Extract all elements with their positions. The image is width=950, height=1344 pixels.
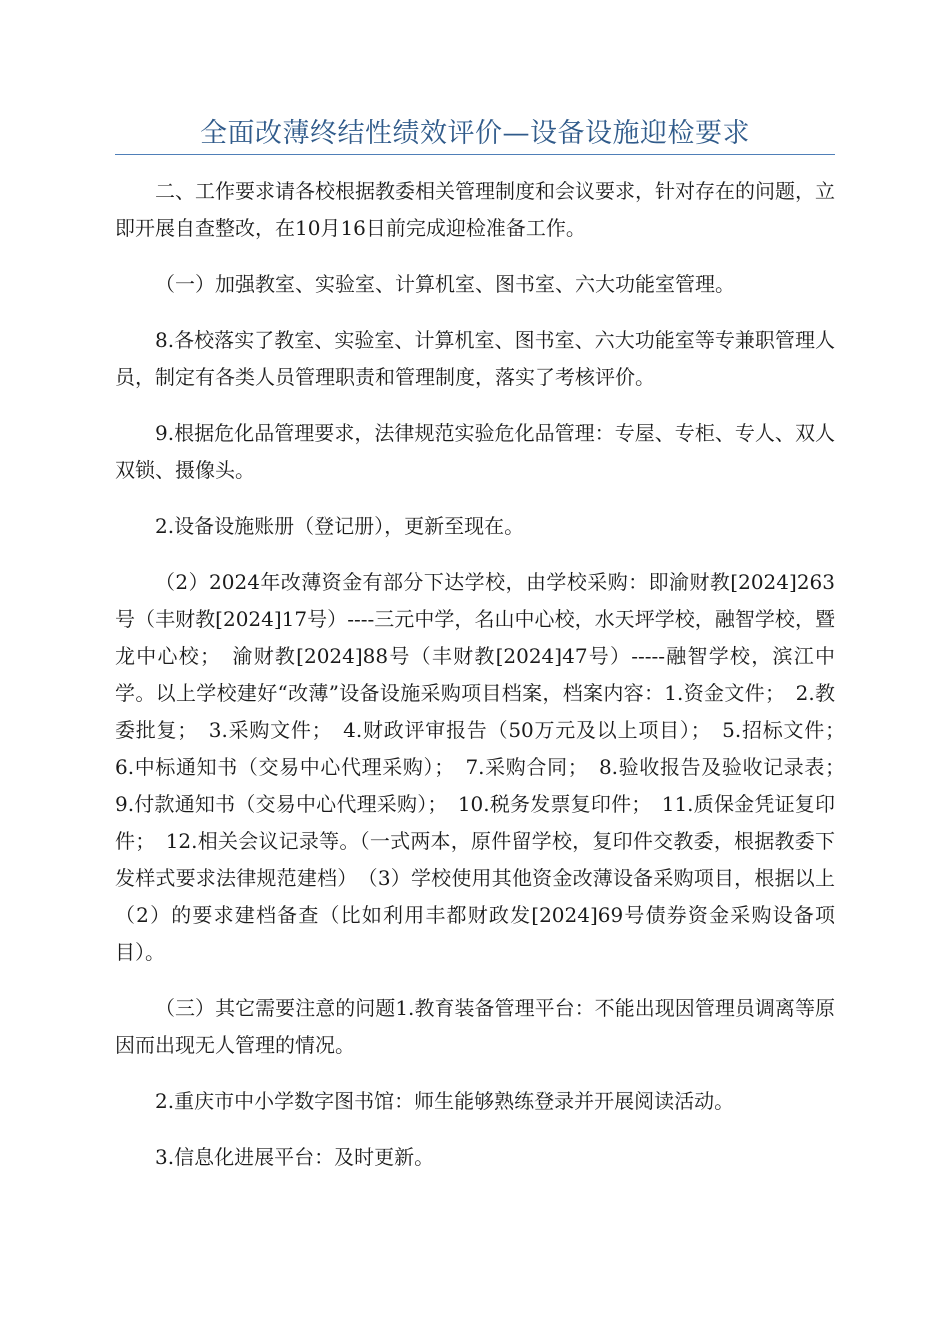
- paragraph-digital-library: 2.重庆市中小学数字图书馆：师生能够熟练登录并开展阅读活动。: [155, 1089, 735, 1113]
- title-underline: [115, 154, 835, 155]
- paragraph-item-8: 8.各校落实了教室、实验室、计算机室、图书室、六大功能室等专兼职管理人员，制定有各类人员管理职责和管理制度，落实了考核评价。: [115, 328, 835, 389]
- paragraph-funding-archive: （2）2024年改薄资金有部分下达学校，由学校采购：即渝财教[2024]263号（丰财教[2024]17号）----三元中学，名山中心校，水天坪学校，融智学校，暨龙中心校； 渝财教[2024]88号（丰财教[2024]47号）-----融智学校，滨江中学。以上学校建好“改薄”设备设施采购项目档案，档案内容：1.资金文件； 2.教委批复； 3.采购文件； 4.财政评审报告（50万元及以上项目）； 5.招标文件； 6.中标通知书（交易中心代理采购）； 7.采购合同； 8.验收报告及验收记录表； 9.付款通知书（交易中心代理采购）； 10.税务发票复印件； 11.质保金凭证复印件； 12.相关会议记录等。（一式两本，原件留学校，复印件交教委，根据教委下发样式要求法律规范建档） （3）学校使用其他资金改薄设备采购项目，根据以上（2）的要求建档备查（比如利用丰都财政发[2024]69号债券资金采购设备项目）。: [115, 570, 855, 964]
- paragraph-info-platform: 3.信息化进展平台：及时更新。: [155, 1145, 435, 1169]
- paragraph-section-one: （一）加强教室、实验室、计算机室、图书室、六大功能室管理。: [155, 272, 735, 296]
- document-body: [115, 173, 855, 1195]
- paragraph-section-three: （三）其它需要注意的问题1.教育装备管理平台：不能出现因管理员调离等原因而出现无人管理的情况。: [115, 996, 835, 1057]
- paragraph-item-9: 9.根据危化品管理要求，法律规范实验危化品管理：专屋、专柜、专人、双人双锁、摄像头。: [115, 421, 835, 482]
- paragraph-work-requirements: 二、工作要求请各校根据教委相关管理制度和会议要求，针对存在的问题，立即开展自查整改，在10月16日前完成迎检准备工作。: [115, 179, 835, 240]
- paragraph-item-2-ledger: 2.设备设施账册（登记册），更新至现在。: [155, 514, 525, 538]
- document-title: 全面改薄终结性绩效评价—设备设施迎检要求: [200, 118, 750, 149]
